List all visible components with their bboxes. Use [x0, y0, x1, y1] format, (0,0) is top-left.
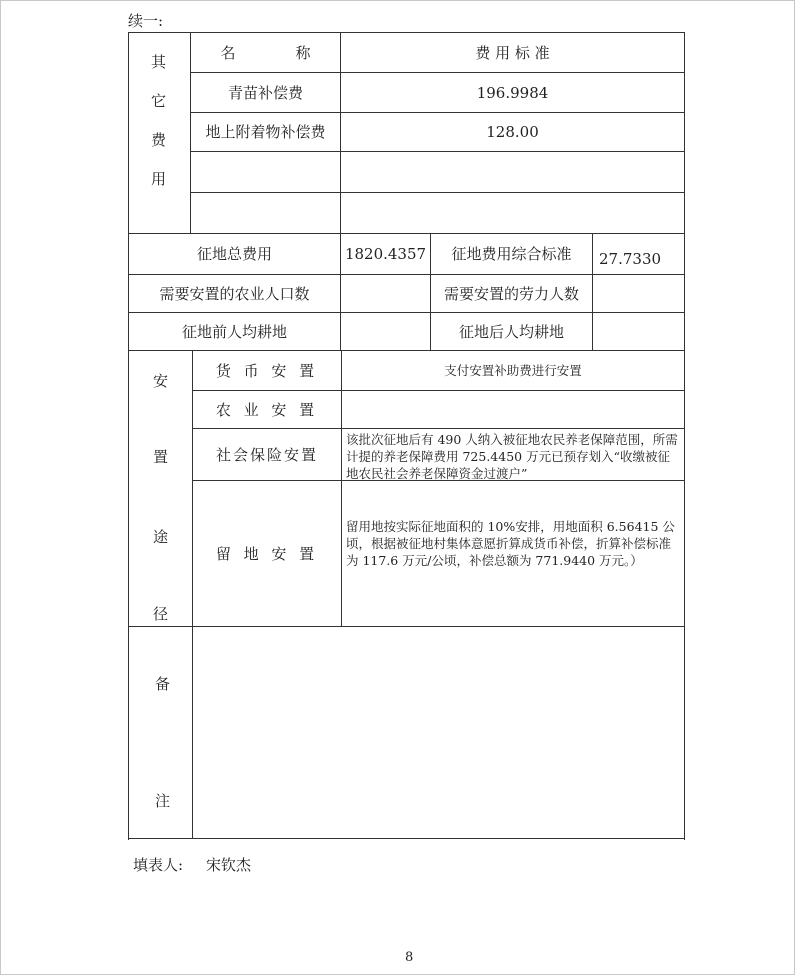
- fee-name-cell: 青苗补偿费: [227, 83, 303, 102]
- fee-value-cell: 196.9984: [476, 83, 549, 102]
- section-char: 用: [151, 170, 167, 188]
- resettlement-type-cell: 农 业 安 置: [215, 400, 319, 419]
- labor-count-label: 需要安置的劳力人数: [443, 284, 579, 303]
- agri-population-label: 需要安置的农业人口数: [159, 284, 310, 303]
- farmland-after-value: [593, 313, 684, 350]
- fee-value-cell: 128.00: [486, 123, 539, 141]
- filler-label: 填表人:: [133, 856, 184, 874]
- section-char: 安: [153, 372, 169, 390]
- continuation-label: 续一:: [128, 12, 164, 30]
- total-cost-value: 1820.4357: [344, 245, 427, 263]
- section-char: 其: [151, 53, 167, 71]
- page-number: 8: [405, 950, 414, 965]
- remarks-content: [196, 630, 680, 834]
- resettlement-desc-cell: 支付安置补助费进行安置: [444, 363, 582, 378]
- section-char: 注: [155, 792, 171, 810]
- farmland-after-label: 征地后人均耕地: [458, 322, 564, 341]
- section-char: 费: [151, 131, 167, 149]
- resettlement-type-cell: 社会保险安置: [215, 445, 318, 464]
- section-char: 置: [153, 448, 169, 466]
- resettlement-desc-cell: 留用地按实际征地面积的 10%安排，用地面积 6.56415 公顷，根据被征地村集体意愿折算成货币补偿，折算补偿标准为 117.6 万元/公顷，补偿总额为 771.9440 万元。）: [346, 519, 675, 568]
- total-cost-label: 征地总费用: [196, 245, 272, 263]
- section-char: 径: [153, 605, 169, 623]
- section-char: 途: [153, 528, 169, 546]
- resettlement-type-cell: 货 币 安 置: [215, 361, 319, 380]
- section-char: 备: [155, 675, 171, 693]
- farmland-before-value: [341, 313, 430, 350]
- combined-standard-label: 征地费用综合标准: [451, 245, 572, 263]
- resettlement-type-cell: 留 地 安 置: [215, 544, 319, 563]
- name-column-header: 名 称: [220, 43, 311, 62]
- agri-population-value: [341, 275, 430, 312]
- standard-column-header: 费 用 标 准: [475, 43, 550, 62]
- resettlement-desc-cell: 该批次征地后有 490 人纳入被征地农民养老保障范围，所需计提的养老保障费用 725.4450 万元已预存划入“收缴被征地农民社会养老保障资金过渡户”: [346, 432, 678, 481]
- labor-count-value: [593, 275, 684, 312]
- farmland-before-label: 征地前人均耕地: [181, 322, 287, 341]
- section-char: 它: [151, 92, 167, 110]
- combined-standard-value: 27.7330: [599, 250, 662, 268]
- fee-name-cell: 地上附着物补偿费: [205, 123, 326, 141]
- resettlement-desc-cell: [342, 391, 684, 428]
- filler-name: 宋钦杰: [206, 856, 252, 874]
